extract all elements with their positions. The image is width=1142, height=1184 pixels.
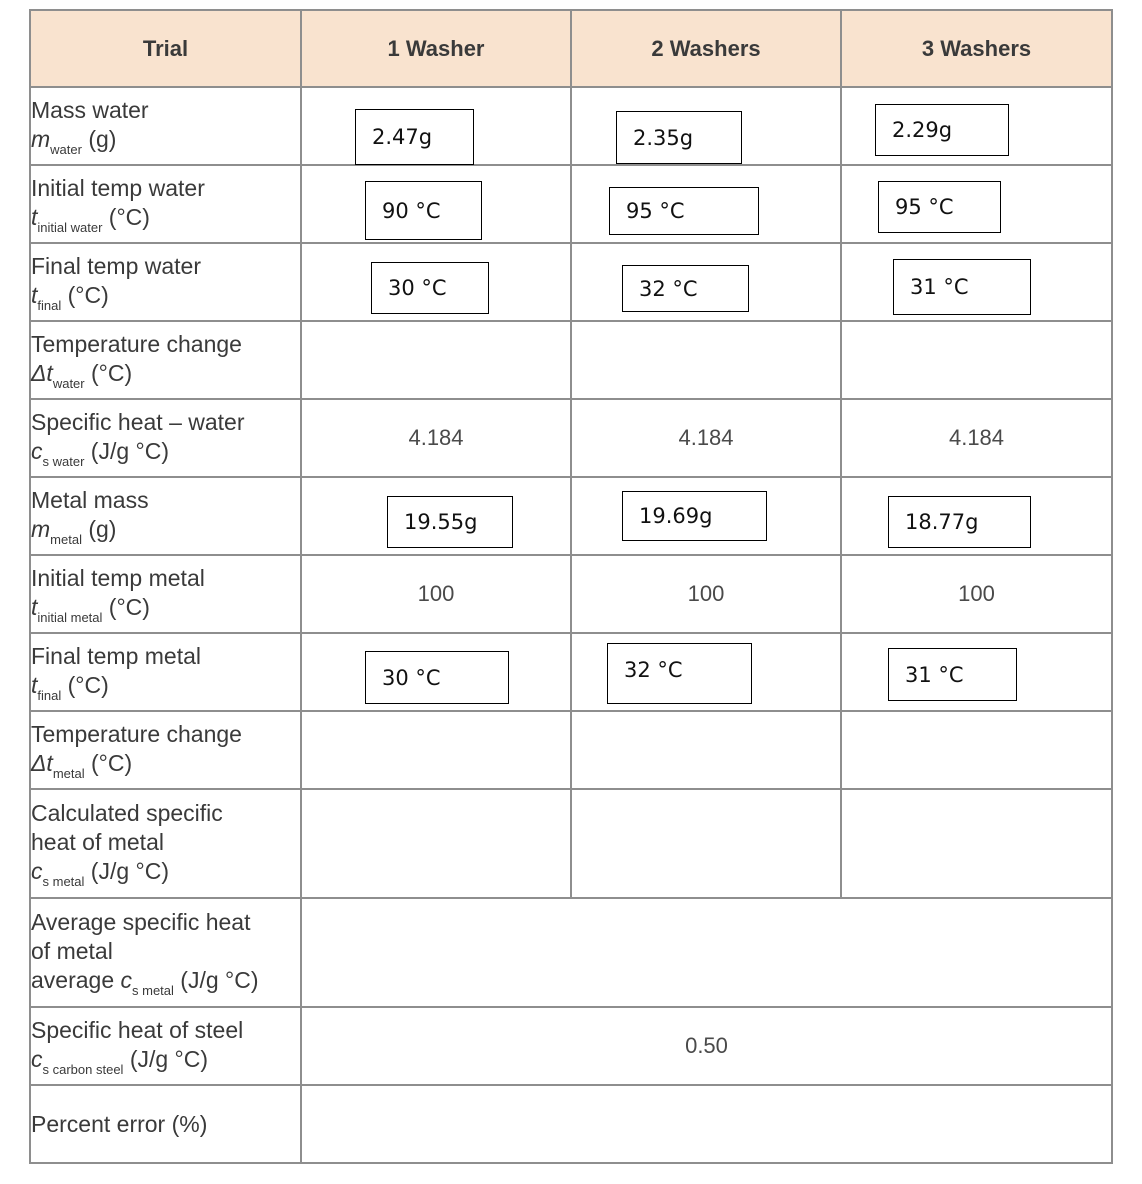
label-line1: Initial temp water	[31, 174, 205, 201]
cell-1-washer	[301, 243, 571, 321]
specific-heat-data-table	[29, 9, 1113, 1164]
row-initial-temp-metal	[30, 555, 1112, 633]
table-header-row	[30, 10, 1112, 87]
label-symbol: t	[31, 281, 38, 308]
row-label	[30, 165, 301, 243]
cell-1-washer: 4.184	[301, 399, 571, 477]
label-line2: of metal	[31, 937, 113, 964]
row-temp-change-metal	[30, 711, 1112, 789]
label-line1: Final temp metal	[31, 642, 202, 669]
label-symbol: c	[120, 966, 133, 993]
row-final-temp-metal	[30, 633, 1112, 711]
entry-field[interactable]: 18.77g	[888, 496, 1031, 548]
label-subscript: s metal	[132, 982, 174, 998]
label-unit: (J/g °C)	[84, 857, 169, 884]
cell-3-washers	[841, 477, 1112, 555]
label-line1: Metal mass	[31, 486, 149, 513]
label-line1: Temperature change	[31, 720, 242, 747]
label-symbol: c	[31, 1045, 43, 1072]
label-subscript: s carbon steel	[42, 1061, 124, 1077]
row-percent-error	[30, 1085, 1112, 1163]
entry-field[interactable]: 2.29g	[875, 104, 1009, 156]
label-symbol: m	[31, 125, 51, 152]
cell-3-washers	[841, 165, 1112, 243]
label-line1: Temperature change	[31, 330, 242, 357]
cell-1-washer	[301, 87, 571, 165]
cell-1-washer[interactable]	[301, 711, 571, 789]
cell-3-washers: 100	[841, 555, 1112, 633]
cell-3-washers: 4.184	[841, 399, 1112, 477]
row-temp-change-water	[30, 321, 1112, 399]
cell-2-washers	[571, 633, 841, 711]
row-final-temp-water	[30, 243, 1112, 321]
row-label	[30, 633, 301, 711]
row-label	[30, 321, 301, 399]
cell-2-washers	[571, 477, 841, 555]
label-unit: (°C)	[102, 203, 150, 230]
entry-field[interactable]: 30 °C	[371, 262, 489, 314]
entry-field[interactable]: 31 °C	[888, 648, 1017, 701]
label-unit: (°C)	[61, 671, 109, 698]
entry-field[interactable]: 2.47g	[355, 109, 474, 165]
cell-1-washer: 100	[301, 555, 571, 633]
cell-1-washer	[301, 633, 571, 711]
cell-2-washers	[571, 165, 841, 243]
cell-percent-error-value[interactable]	[301, 1085, 1112, 1163]
label-unit: (°C)	[102, 593, 150, 620]
label-unit: (J/g °C)	[173, 966, 259, 993]
row-label	[30, 399, 301, 477]
label-unit: (g)	[81, 125, 117, 152]
entry-field[interactable]: 95 °C	[878, 181, 1001, 233]
label-symbol: m	[31, 515, 51, 542]
label-subscript: initial water	[37, 219, 103, 235]
label-line1: Calculated specific	[31, 799, 223, 826]
row-calculated-specific-heat	[30, 789, 1112, 898]
label-subscript: metal	[50, 531, 82, 547]
label-line2: heat of metal	[31, 828, 164, 855]
label-line1: Specific heat – water	[31, 408, 245, 435]
label-line1: Mass water	[31, 96, 149, 123]
row-label	[30, 789, 301, 898]
header-2-washers: 2 Washers	[571, 10, 841, 87]
entry-field[interactable]: 32 °C	[622, 265, 749, 312]
cell-2-washers[interactable]	[571, 711, 841, 789]
label-symbol: Δt	[31, 749, 53, 776]
label-symbol: c	[31, 857, 43, 884]
row-average-specific-heat	[30, 898, 1112, 1007]
label-line1: Percent error (%)	[31, 1110, 208, 1137]
cell-3-washers[interactable]	[841, 711, 1112, 789]
label-line1: Specific heat of steel	[31, 1016, 244, 1043]
cell-2-washers: 100	[571, 555, 841, 633]
row-label	[30, 898, 301, 1007]
label-symbol: t	[31, 203, 38, 230]
label-unit: (J/g °C)	[123, 1045, 209, 1072]
label-unit: (°C)	[84, 749, 133, 776]
row-metal-mass	[30, 477, 1112, 555]
label-unit: (J/g °C)	[84, 437, 169, 464]
label-subscript: initial metal	[37, 609, 103, 625]
row-label	[30, 555, 301, 633]
label-line1: Initial temp metal	[31, 564, 205, 591]
header-trial: Trial	[30, 10, 301, 87]
row-initial-temp-water	[30, 165, 1112, 243]
row-label	[30, 87, 301, 165]
cell-3-washers	[841, 633, 1112, 711]
label-subscript: final	[37, 297, 62, 313]
entry-field[interactable]: 31 °C	[893, 259, 1031, 315]
row-specific-heat-water	[30, 399, 1112, 477]
row-label	[30, 711, 301, 789]
label-prefix: average	[31, 966, 121, 993]
cell-3-washers[interactable]	[841, 789, 1112, 898]
label-subscript: s metal	[42, 873, 85, 889]
row-specific-heat-steel	[30, 1007, 1112, 1085]
entry-field[interactable]: 19.69g	[622, 491, 767, 541]
label-subscript: water	[52, 375, 85, 391]
entry-field[interactable]: 19.55g	[387, 496, 513, 548]
label-line1: Average specific heat	[31, 908, 251, 935]
label-line1: Final temp water	[31, 252, 202, 279]
label-subscript: metal	[52, 765, 85, 781]
label-unit: (°C)	[61, 281, 109, 308]
entry-field[interactable]: 32 °C	[607, 643, 752, 704]
label-unit: (g)	[81, 515, 117, 542]
cell-1-washer[interactable]	[301, 789, 571, 898]
cell-2-washers: 4.184	[571, 399, 841, 477]
cell-2-washers	[571, 243, 841, 321]
row-label	[30, 1007, 301, 1085]
header-1-washer: 1 Washer	[301, 10, 571, 87]
row-label	[30, 1085, 301, 1163]
label-subscript: s water	[42, 453, 85, 469]
label-symbol: t	[31, 593, 38, 620]
cell-average-value[interactable]	[301, 898, 1112, 1007]
label-symbol: Δt	[31, 359, 53, 386]
cell-1-washer[interactable]	[301, 321, 571, 399]
entry-field[interactable]: 30 °C	[365, 651, 509, 704]
label-subscript: water	[50, 141, 82, 157]
entry-field[interactable]: 2.35g	[616, 111, 742, 164]
cell-3-washers	[841, 87, 1112, 165]
label-symbol: t	[31, 671, 38, 698]
row-label	[30, 477, 301, 555]
cell-3-washers	[841, 243, 1112, 321]
header-3-washers: 3 Washers	[841, 10, 1112, 87]
label-subscript: final	[37, 687, 62, 703]
label-symbol: c	[31, 437, 43, 464]
label-unit: (°C)	[84, 359, 133, 386]
cell-3-washers[interactable]	[841, 321, 1112, 399]
cell-1-washer	[301, 477, 571, 555]
cell-1-washer	[301, 165, 571, 243]
cell-steel-value: 0.50	[301, 1007, 1112, 1085]
row-label	[30, 243, 301, 321]
row-mass-water	[30, 87, 1112, 165]
cell-2-washers[interactable]	[571, 321, 841, 399]
entry-field[interactable]: 95 °C	[609, 187, 759, 235]
cell-2-washers	[571, 87, 841, 165]
entry-field[interactable]: 90 °C	[365, 181, 482, 240]
cell-2-washers[interactable]	[571, 789, 841, 898]
